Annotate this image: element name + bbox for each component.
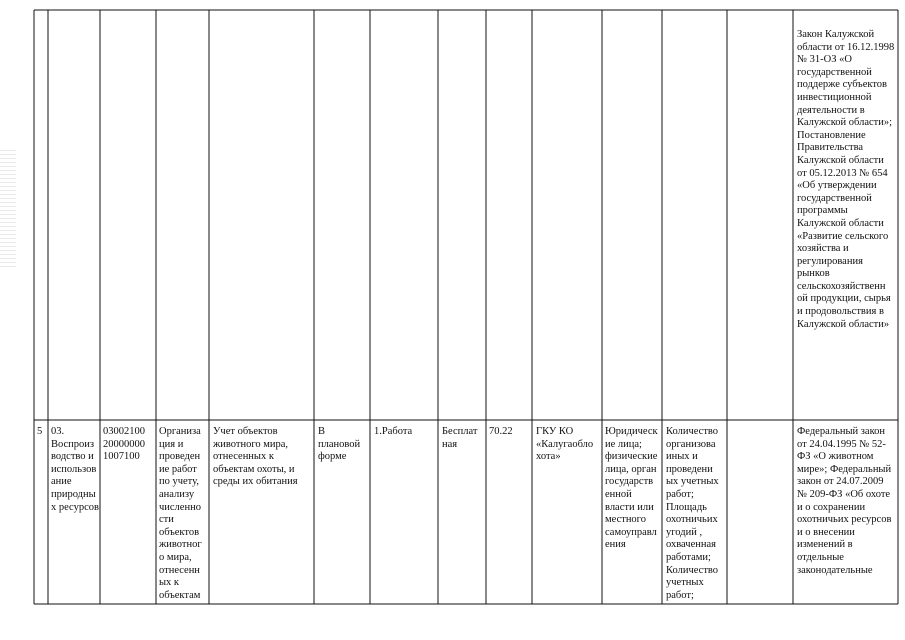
extra-cell	[731, 426, 791, 602]
institution-cell: ГКУ КО «Калугаобло хота»	[536, 426, 594, 463]
consumers-cell: Юридическ ие лица; физические лица, орган государств енной власти или местного самоуправл ения	[605, 426, 658, 551]
okved-cell: 70.22	[489, 426, 513, 437]
paid-cell: Бесплат ная	[442, 426, 478, 450]
legal-basis-cell: Федеральный закон от 24.04.1995 № 52-ФЗ «О животном мире»; Федеральный закон от 24.07.2009 № 209-ФЗ «Об охоте и о сохранении охотничьих ресурсов и о внесении изменений в отдельные законодательные	[797, 426, 892, 576]
section-cell: 03. Воспроиз водство и использов ание природны х ресурсов	[51, 426, 99, 513]
content-cell: Учет объектов животного мира, отнесенных к объектам охоты, и среды их обитания	[213, 426, 298, 488]
top-row-legal-basis: Закон Калужской области от 16.12.1998 № 31-ОЗ «О государственной поддерже субъектов инвестиционной деятельности в Калужской области»; Постановление Правительства Калужской области от 05.12.2013 № 654 «Об утверждении государственной программы Калужской области «Развитие сельского хозяйства и регулирования рынков сельскохозяйственн ой продукции, сырья и продовольствия в Калужской области»	[797, 29, 895, 330]
indicators-cell: Количество организова иных и проведени ых учетных работ; Площадь охотничьих угодий , охваченная работами; Количество учетных работ;	[666, 426, 719, 601]
type-cell: 1.Работа	[374, 426, 413, 437]
code-cell: 03002100 20000000 1007100	[103, 426, 145, 463]
work-title-cell: Организа ция и проведен ие работ по учету, анализу численно сти объектов животног о мира, отнесенн ых к объектам	[159, 426, 202, 601]
form-cell: В плановой форме	[318, 426, 361, 463]
row-number: 5	[37, 426, 43, 437]
